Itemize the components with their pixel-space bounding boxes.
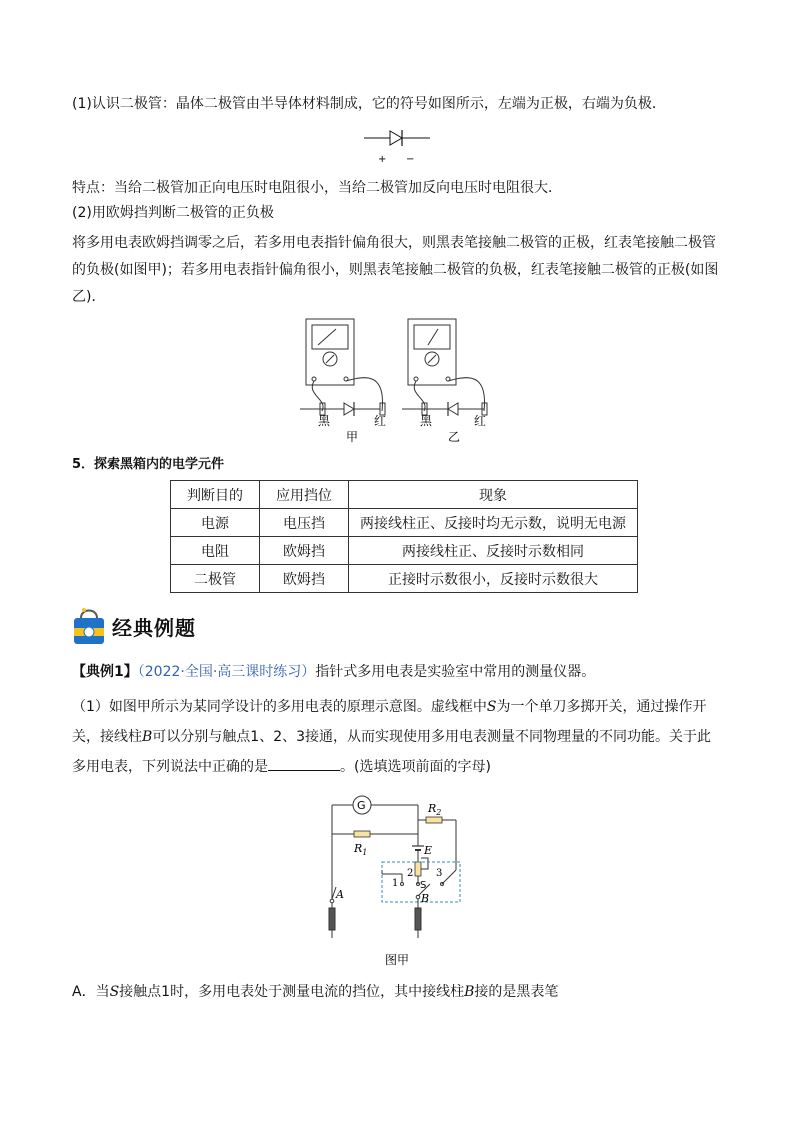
- q1-var-s: S: [486, 699, 497, 715]
- table-cell: 电源: [171, 509, 260, 537]
- table-cell: 二极管: [171, 565, 260, 593]
- contact-2-label: 2: [407, 868, 414, 879]
- example-source-link[interactable]: （2022·全国·高三课时练习）: [137, 664, 316, 680]
- table-row: [171, 537, 638, 565]
- option-a-var-b: B: [464, 984, 475, 1000]
- table-cell: 欧姆挡: [260, 565, 349, 593]
- diode-property-text: 特点：当给二极管加正向电压时电阻很小，当给二极管加反向电压时电阻很大．: [72, 180, 562, 196]
- table-row: [171, 509, 638, 537]
- option-a-part-3: 接的是黑表笔: [474, 984, 559, 1000]
- q1-part-a: （1）如图甲所示为某同学设计的多用电表的原理示意图。虚线框中: [72, 699, 487, 715]
- q1-part-b: 为一个单刀多掷开关，通过操作开关，接线柱: [72, 699, 707, 745]
- switch-s-label: S: [420, 880, 427, 891]
- option-a-var-s: S: [109, 984, 120, 1000]
- option-a: [72, 980, 722, 1005]
- table-header-row: [171, 481, 638, 509]
- table-cell: 电阻: [171, 537, 260, 565]
- ohm-method-text: 将多用电表欧姆挡调零之后，若多用电表指针偏角很大，则黑表笔接触二极管的正极，红表笔接触二极管的负极(如图甲)；若多用电表指针偏角很小，则黑表笔接触二极管的负极，红表笔接触二极管的正极(如图乙)．: [72, 235, 719, 305]
- multimeter-jia: [300, 319, 386, 443]
- table-cell: 两接线柱正、反接时均无示数，说明无电源: [349, 509, 638, 537]
- resistor-r2: [426, 817, 442, 823]
- circuit-diagram-jia: [318, 784, 468, 970]
- classic-examples-icon: [72, 606, 108, 646]
- table-row: [171, 565, 638, 593]
- galvanometer-label: G: [357, 799, 366, 812]
- terminal-a-label: A: [336, 888, 344, 901]
- probe-a: [329, 908, 335, 930]
- diode-symbol-figure: [360, 124, 436, 166]
- table-header: 应用挡位: [260, 481, 349, 509]
- black-probe-label-2: 黑: [420, 414, 433, 428]
- r2-label: $R_2$: [428, 802, 442, 817]
- q1-part-d: 。(选填选项前面的字母): [340, 759, 491, 775]
- multimeter-diode-figures: [296, 315, 496, 443]
- q1-var-b: B: [142, 729, 153, 745]
- classic-examples-title: 经典例题: [112, 616, 196, 640]
- section5-title: 5．探索黑箱内的电学元件: [72, 457, 225, 472]
- diode-intro-text: (1)认识二极管：晶体二极管由半导体材料制成，它的符号如图所示，左端为正极，右端为负极．: [72, 96, 666, 112]
- emf-label: E: [424, 844, 433, 857]
- example-tag: 【典例1】: [72, 664, 138, 680]
- contact-1-label: 1: [392, 878, 399, 889]
- option-a-part-1: A．当: [72, 984, 110, 1000]
- resistor-r1: [354, 831, 370, 837]
- red-probe-label-2: 红: [474, 414, 487, 428]
- rheostat: [415, 862, 421, 876]
- answer-blank[interactable]: [268, 756, 340, 771]
- classic-examples-header: [72, 606, 212, 646]
- figure-yi-label: 乙: [448, 430, 461, 443]
- figure-caption: 图甲: [385, 953, 410, 967]
- table-header: 判断目的: [171, 481, 260, 509]
- black-probe-label: 黑: [318, 414, 331, 428]
- multimeter-yi: [402, 319, 487, 443]
- contact-3-label: 3: [436, 868, 443, 879]
- r1-label: $R_1$: [354, 842, 368, 857]
- minus-sign: −: [406, 154, 415, 165]
- table-header: 现象: [349, 481, 638, 509]
- red-probe-label: 红: [374, 414, 387, 428]
- table-cell: 电压挡: [260, 509, 349, 537]
- plus-sign: +: [378, 154, 387, 165]
- question-1-text: [72, 692, 722, 782]
- table-cell: 欧姆挡: [260, 537, 349, 565]
- terminal-b-label: B: [421, 892, 430, 905]
- q1-part-c: 可以分别与触点1、2、3接通，从而实现使用多用电表测量不同物理量的不同功能。关于此多用电表，下列说法中正确的是: [72, 729, 712, 775]
- ohm-method-heading: (2)用欧姆挡判断二极管的正负极: [72, 205, 274, 221]
- black-box-table: [170, 480, 638, 593]
- option-a-part-2: 接触点1时，多用电表处于测量电流的挡位，其中接线柱: [119, 984, 465, 1000]
- probe-b: [415, 908, 421, 930]
- table-cell: 两接线柱正、反接时示数相同: [349, 537, 638, 565]
- figure-jia-label: 甲: [346, 430, 359, 443]
- example-intro-text: 指针式多用电表是实验室中常用的测量仪器。: [315, 664, 596, 680]
- example-intro: [72, 660, 722, 685]
- table-cell: 正接时示数很小，反接时示数很大: [349, 565, 638, 593]
